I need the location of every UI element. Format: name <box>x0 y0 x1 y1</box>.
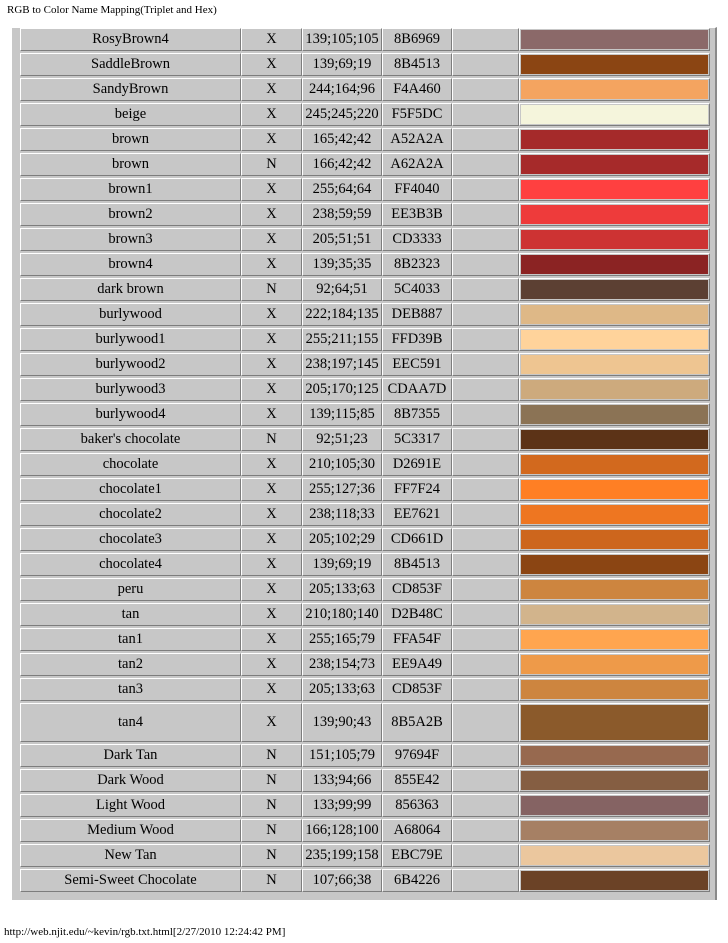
hex-code-cell: 97694F <box>382 744 452 767</box>
blank-cell <box>452 228 519 251</box>
rgb-triplet-cell: 133;99;99 <box>302 794 382 817</box>
flag-cell: X <box>241 228 302 251</box>
blank-cell <box>452 503 519 526</box>
flag-cell: N <box>241 869 302 892</box>
color-swatch <box>521 180 708 199</box>
color-swatch-cell <box>519 578 710 601</box>
color-name-cell: burlywood1 <box>20 328 241 351</box>
blank-cell <box>452 428 519 451</box>
hex-code-cell: CD3333 <box>382 228 452 251</box>
color-swatch-cell <box>519 653 710 676</box>
rgb-triplet-cell: 133;94;66 <box>302 769 382 792</box>
color-name-cell: SaddleBrown <box>20 53 241 76</box>
table-row-partial <box>10 893 717 900</box>
table-row <box>10 527 717 552</box>
flag-cell: X <box>241 653 302 676</box>
blank-cell <box>452 819 519 842</box>
hex-code-cell: 8B4513 <box>382 553 452 576</box>
color-name-cell: tan2 <box>20 653 241 676</box>
color-name-cell: Semi-Sweet Chocolate <box>20 869 241 892</box>
color-swatch <box>521 155 708 174</box>
blank-cell <box>452 303 519 326</box>
table-row <box>10 652 717 677</box>
color-swatch-cell <box>519 428 710 451</box>
hex-code-cell: 5C3317 <box>382 428 452 451</box>
hex-code-cell: EE7621 <box>382 503 452 526</box>
flag-cell: X <box>241 678 302 701</box>
rgb-triplet-cell: 92;51;23 <box>302 428 382 451</box>
blank-cell <box>452 744 519 767</box>
rgb-triplet-cell: 205;133;63 <box>302 678 382 701</box>
blank-cell <box>452 869 519 892</box>
hex-code-cell: A62A2A <box>382 153 452 176</box>
color-name-cell: tan3 <box>20 678 241 701</box>
rgb-triplet-cell: 255;165;79 <box>302 628 382 651</box>
rgb-triplet-cell: 205;133;63 <box>302 578 382 601</box>
flag-cell: X <box>241 503 302 526</box>
color-swatch-cell <box>519 703 710 742</box>
hex-code-cell: DEB887 <box>382 303 452 326</box>
hex-code-cell: CD661D <box>382 528 452 551</box>
table-row <box>10 577 717 602</box>
blank-cell <box>452 453 519 476</box>
flag-cell: X <box>241 528 302 551</box>
rgb-triplet-cell: 166;128;100 <box>302 819 382 842</box>
color-swatch-cell <box>519 603 710 626</box>
blank-cell <box>452 678 519 701</box>
flag-cell: X <box>241 403 302 426</box>
table-row <box>10 677 717 702</box>
table-row <box>10 152 717 177</box>
color-swatch-cell <box>519 819 710 842</box>
flag-cell: X <box>241 53 302 76</box>
flag-cell: X <box>241 103 302 126</box>
hex-code-cell: 855E42 <box>382 769 452 792</box>
blank-cell <box>452 353 519 376</box>
hex-code-cell: EBC79E <box>382 844 452 867</box>
color-swatch-cell <box>519 153 710 176</box>
color-swatch <box>521 255 708 274</box>
blank-cell <box>452 53 519 76</box>
flag-cell: N <box>241 769 302 792</box>
table-row <box>10 452 717 477</box>
color-swatch <box>521 505 708 524</box>
color-swatch-cell <box>519 178 710 201</box>
color-swatch <box>521 580 708 599</box>
color-swatch-cell <box>519 769 710 792</box>
blank-cell <box>452 769 519 792</box>
color-name-cell: brown1 <box>20 178 241 201</box>
color-name-cell: brown <box>20 128 241 151</box>
rgb-triplet-cell: 255;64;64 <box>302 178 382 201</box>
color-swatch <box>521 821 708 840</box>
color-swatch <box>521 771 708 790</box>
color-name-cell: burlywood3 <box>20 378 241 401</box>
table-row <box>10 377 717 402</box>
table-row <box>10 27 717 52</box>
rgb-triplet-cell: 210;180;140 <box>302 603 382 626</box>
color-name-cell: RosyBrown4 <box>20 28 241 51</box>
color-swatch-cell <box>519 528 710 551</box>
color-swatch <box>521 55 708 74</box>
color-name-cell: tan <box>20 603 241 626</box>
hex-code-cell: FF4040 <box>382 178 452 201</box>
color-swatch <box>521 355 708 374</box>
color-swatch-cell <box>519 869 710 892</box>
color-swatch-cell <box>519 28 710 51</box>
rgb-triplet-cell: 205;102;29 <box>302 528 382 551</box>
hex-code-cell: F5F5DC <box>382 103 452 126</box>
color-name-cell: baker's chocolate <box>20 428 241 451</box>
flag-cell: X <box>241 378 302 401</box>
rgb-triplet-cell: 238;118;33 <box>302 503 382 526</box>
color-swatch <box>521 405 708 424</box>
flag-cell: X <box>241 553 302 576</box>
color-name-cell: chocolate1 <box>20 478 241 501</box>
table-row <box>10 402 717 427</box>
color-name-cell: Dark Wood <box>20 769 241 792</box>
flag-cell: X <box>241 253 302 276</box>
blank-cell <box>452 203 519 226</box>
rgb-triplet-cell: 205;170;125 <box>302 378 382 401</box>
blank-cell <box>452 178 519 201</box>
blank-cell <box>452 578 519 601</box>
color-swatch <box>521 380 708 399</box>
rgb-triplet-cell: 139;69;19 <box>302 53 382 76</box>
color-swatch-cell <box>519 353 710 376</box>
color-name-cell: chocolate <box>20 453 241 476</box>
flag-cell: X <box>241 203 302 226</box>
rgb-triplet-cell: 238;59;59 <box>302 203 382 226</box>
color-name-cell: dark brown <box>20 278 241 301</box>
flag-cell: N <box>241 278 302 301</box>
color-swatch-cell <box>519 678 710 701</box>
flag-cell: X <box>241 703 302 742</box>
color-name-cell: peru <box>20 578 241 601</box>
hex-code-cell: 8B6969 <box>382 28 452 51</box>
color-swatch-cell <box>519 53 710 76</box>
rgb-triplet-cell: 235;199;158 <box>302 844 382 867</box>
table-row <box>10 202 717 227</box>
color-swatch <box>521 280 708 299</box>
color-name-cell: brown2 <box>20 203 241 226</box>
color-swatch-cell <box>519 328 710 351</box>
color-swatch <box>521 330 708 349</box>
color-name-cell: brown4 <box>20 253 241 276</box>
blank-cell <box>452 553 519 576</box>
color-swatch <box>521 871 708 890</box>
rgb-triplet-cell: 255;211;155 <box>302 328 382 351</box>
blank-cell <box>452 478 519 501</box>
color-swatch-cell <box>519 453 710 476</box>
blank-cell <box>452 128 519 151</box>
table-row <box>10 868 717 893</box>
blank-cell <box>452 153 519 176</box>
page-footer-url: http://web.njit.edu/~kevin/rgb.txt.html[2/27/2010 12:24:42 PM] <box>4 926 286 938</box>
flag-cell: N <box>241 844 302 867</box>
hex-code-cell: FF7F24 <box>382 478 452 501</box>
color-swatch <box>521 555 708 574</box>
color-swatch-cell <box>519 628 710 651</box>
table-row <box>10 743 717 768</box>
color-swatch <box>521 655 708 674</box>
color-name-cell: Dark Tan <box>20 744 241 767</box>
rgb-triplet-cell: 210;105;30 <box>302 453 382 476</box>
color-swatch <box>521 430 708 449</box>
color-swatch <box>521 630 708 649</box>
color-name-cell: chocolate3 <box>20 528 241 551</box>
rgb-triplet-cell: 139;115;85 <box>302 403 382 426</box>
table-row <box>10 277 717 302</box>
color-swatch <box>521 530 708 549</box>
color-swatch <box>521 105 708 124</box>
color-name-cell: burlywood2 <box>20 353 241 376</box>
color-name-cell: brown3 <box>20 228 241 251</box>
color-swatch <box>521 230 708 249</box>
rgb-triplet-cell: 151;105;79 <box>302 744 382 767</box>
color-name-cell: chocolate4 <box>20 553 241 576</box>
color-swatch-cell <box>519 103 710 126</box>
color-swatch <box>521 480 708 499</box>
color-name-cell: tan4 <box>20 703 241 742</box>
rgb-triplet-cell: 139;35;35 <box>302 253 382 276</box>
color-swatch-cell <box>519 228 710 251</box>
color-swatch-cell <box>519 403 710 426</box>
hex-code-cell: 856363 <box>382 794 452 817</box>
color-swatch-cell <box>519 303 710 326</box>
hex-code-cell: FFA54F <box>382 628 452 651</box>
hex-code-cell: CD853F <box>382 578 452 601</box>
blank-cell <box>452 703 519 742</box>
table-row <box>10 77 717 102</box>
blank-cell <box>452 278 519 301</box>
blank-cell <box>452 253 519 276</box>
hex-code-cell: 8B4513 <box>382 53 452 76</box>
hex-code-cell: D2691E <box>382 453 452 476</box>
table-row <box>10 552 717 577</box>
color-swatch-cell <box>519 78 710 101</box>
hex-code-cell: CDAA7D <box>382 378 452 401</box>
table-row <box>10 793 717 818</box>
blank-cell <box>452 328 519 351</box>
table-row <box>10 477 717 502</box>
table-row <box>10 427 717 452</box>
flag-cell: X <box>241 453 302 476</box>
table-row <box>10 252 717 277</box>
color-swatch-cell <box>519 794 710 817</box>
hex-code-cell: D2B48C <box>382 603 452 626</box>
blank-cell <box>452 28 519 51</box>
rgb-triplet-cell: 238;197;145 <box>302 353 382 376</box>
rgb-triplet-cell: 255;127;36 <box>302 478 382 501</box>
table-row <box>10 52 717 77</box>
flag-cell: X <box>241 128 302 151</box>
rgb-triplet-cell: 222;184;135 <box>302 303 382 326</box>
hex-code-cell: EE9A49 <box>382 653 452 676</box>
hex-code-cell: A52A2A <box>382 128 452 151</box>
color-mapping-table <box>10 27 717 900</box>
hex-code-cell: F4A460 <box>382 78 452 101</box>
color-swatch-cell <box>519 844 710 867</box>
blank-cell <box>452 794 519 817</box>
table-row <box>10 818 717 843</box>
color-swatch-cell <box>519 553 710 576</box>
color-swatch <box>521 30 708 49</box>
flag-cell: X <box>241 603 302 626</box>
rgb-triplet-cell: 245;245;220 <box>302 103 382 126</box>
hex-code-cell: 8B5A2B <box>382 703 452 742</box>
hex-code-cell: CD853F <box>382 678 452 701</box>
blank-cell <box>452 628 519 651</box>
color-swatch <box>521 130 708 149</box>
color-swatch <box>521 705 708 740</box>
color-name-cell: beige <box>20 103 241 126</box>
rgb-triplet-cell: 238;154;73 <box>302 653 382 676</box>
table-row <box>10 843 717 868</box>
color-name-cell: Light Wood <box>20 794 241 817</box>
color-swatch <box>521 846 708 865</box>
flag-cell: N <box>241 794 302 817</box>
hex-code-cell: EE3B3B <box>382 203 452 226</box>
blank-cell <box>452 403 519 426</box>
rgb-triplet-cell: 139;105;105 <box>302 28 382 51</box>
hex-code-cell: EEC591 <box>382 353 452 376</box>
color-name-cell: tan1 <box>20 628 241 651</box>
flag-cell: N <box>241 819 302 842</box>
color-name-cell: burlywood <box>20 303 241 326</box>
table-row <box>10 302 717 327</box>
flag-cell: X <box>241 478 302 501</box>
color-swatch-cell <box>519 253 710 276</box>
hex-code-cell: 8B7355 <box>382 403 452 426</box>
flag-cell: N <box>241 153 302 176</box>
flag-cell: X <box>241 303 302 326</box>
blank-cell <box>452 653 519 676</box>
flag-cell: X <box>241 28 302 51</box>
table-row <box>10 627 717 652</box>
flag-cell: X <box>241 178 302 201</box>
color-swatch <box>521 455 708 474</box>
flag-cell: X <box>241 328 302 351</box>
color-name-cell: burlywood4 <box>20 403 241 426</box>
hex-code-cell: 8B2323 <box>382 253 452 276</box>
rgb-triplet-cell: 165;42;42 <box>302 128 382 151</box>
color-swatch-cell <box>519 503 710 526</box>
blank-cell <box>452 378 519 401</box>
table-row <box>10 352 717 377</box>
table-row <box>10 502 717 527</box>
flag-cell: X <box>241 578 302 601</box>
color-swatch <box>521 205 708 224</box>
flag-cell: X <box>241 628 302 651</box>
color-swatch-cell <box>519 478 710 501</box>
blank-cell <box>452 603 519 626</box>
color-name-cell: brown <box>20 153 241 176</box>
flag-cell: N <box>241 744 302 767</box>
color-swatch <box>521 746 708 765</box>
table-row <box>10 602 717 627</box>
hex-code-cell: FFD39B <box>382 328 452 351</box>
hex-code-cell: 6B4226 <box>382 869 452 892</box>
hex-code-cell: A68064 <box>382 819 452 842</box>
blank-cell <box>452 78 519 101</box>
table-row <box>10 327 717 352</box>
rgb-triplet-cell: 107;66;38 <box>302 869 382 892</box>
color-swatch <box>521 305 708 324</box>
blank-cell <box>452 103 519 126</box>
rgb-triplet-cell: 166;42;42 <box>302 153 382 176</box>
blank-cell <box>452 844 519 867</box>
table-row <box>10 227 717 252</box>
color-swatch <box>521 796 708 815</box>
flag-cell: X <box>241 78 302 101</box>
rgb-triplet-cell: 139;90;43 <box>302 703 382 742</box>
rgb-triplet-cell: 92;64;51 <box>302 278 382 301</box>
flag-cell: N <box>241 428 302 451</box>
page-header-title: RGB to Color Name Mapping(Triplet and Hex) <box>7 4 217 16</box>
color-swatch-cell <box>519 744 710 767</box>
color-name-cell: SandyBrown <box>20 78 241 101</box>
color-name-cell: chocolate2 <box>20 503 241 526</box>
rgb-triplet-cell: 205;51;51 <box>302 228 382 251</box>
table-row <box>10 102 717 127</box>
color-swatch-cell <box>519 203 710 226</box>
table-row <box>10 702 717 743</box>
blank-cell <box>452 528 519 551</box>
color-swatch <box>521 605 708 624</box>
table-row <box>10 768 717 793</box>
rgb-triplet-cell: 244;164;96 <box>302 78 382 101</box>
color-name-cell: Medium Wood <box>20 819 241 842</box>
color-swatch <box>521 680 708 699</box>
color-swatch-cell <box>519 128 710 151</box>
table-row <box>10 177 717 202</box>
color-name-cell: New Tan <box>20 844 241 867</box>
hex-code-cell: 5C4033 <box>382 278 452 301</box>
color-swatch-cell <box>519 278 710 301</box>
rgb-triplet-cell: 139;69;19 <box>302 553 382 576</box>
table-row <box>10 127 717 152</box>
color-swatch <box>521 80 708 99</box>
flag-cell: X <box>241 353 302 376</box>
color-swatch-cell <box>519 378 710 401</box>
